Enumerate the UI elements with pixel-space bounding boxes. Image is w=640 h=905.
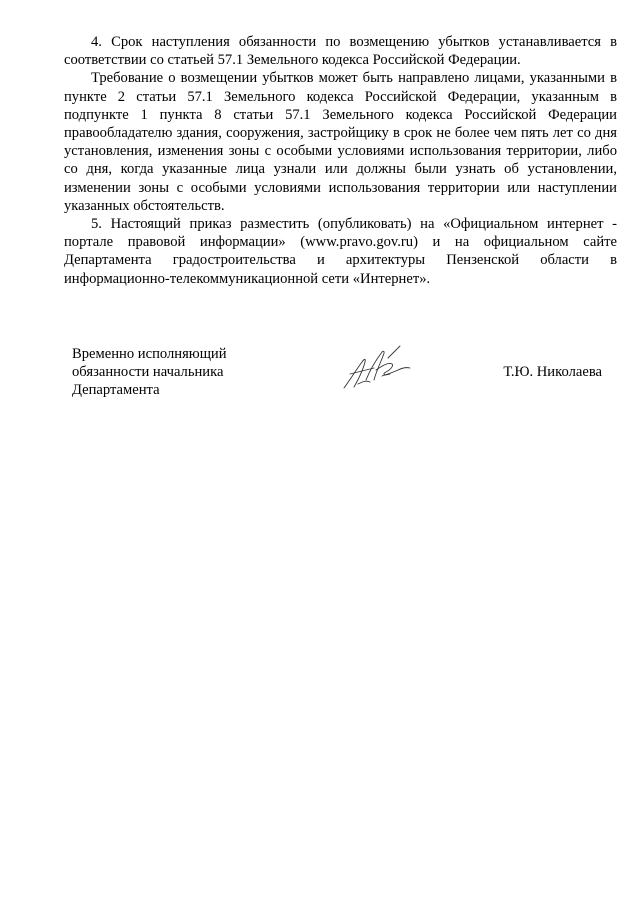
paragraph-claim-damages: Требование о возмещении убытков может быть направлено лицами, указанными в пункте 2 статьи 57.1 Земельного кодекса Российской Федерации, указанным в подпункте 1 пункта 8 статьи 57.1 Земельного кодекса Российской Федерации правообладателю здания, сооружения, застройщику в срок не более чем пять лет со дня установления, изменения зоны с особыми условиями использования территории, либо со дня, когда указанные лица узнали или должны были узнать об установлении, изменении зоны с особыми условиями использования территории или наступлении указанных обстоятельств. [64, 70, 617, 214]
position-line: Временно исполняющий [72, 346, 227, 362]
signatory-position [72, 345, 272, 400]
paragraph-item-5: 5. Настоящий приказ разместить (опубликовать) на «Официальном интернет - портале правовой информации» (www.pravo.gov.ru) и на официальном сайте Департамента градостроительства и архитектуры Пензенской области в информационно-телекоммуникационной сети «Интернет». [64, 216, 617, 287]
document-body [64, 33, 617, 288]
handwritten-signature [336, 340, 416, 396]
position-line: Департамента [72, 382, 160, 399]
signer-name: Т.Ю. Николаева [503, 364, 602, 380]
position-line: обязанности начальника [72, 364, 224, 381]
paragraph-item-4: 4. Срок наступления обязанности по возмещению убытков устанавливается в соответствии со статьей 57.1 Земельного кодекса Российской Федерации. [64, 34, 617, 69]
